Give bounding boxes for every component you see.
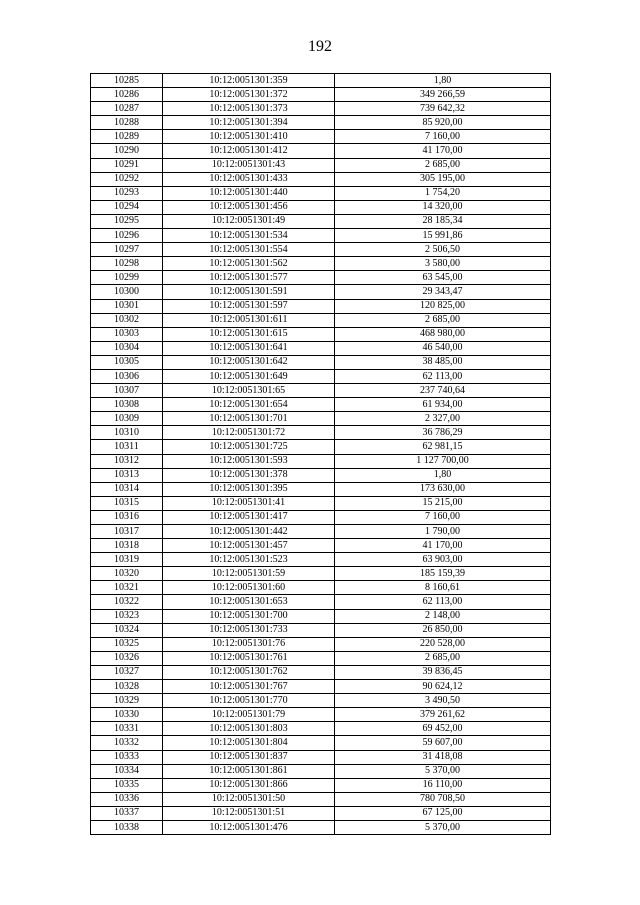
cadastral-number-cell: 10:12:0051301:770: [163, 694, 335, 708]
table-row: [91, 102, 551, 116]
row-number-cell: 10319: [91, 553, 163, 567]
table-row: [91, 257, 551, 271]
row-number-cell: 10312: [91, 454, 163, 468]
value-cell: 39 836,45: [335, 665, 551, 679]
row-number-cell: 10337: [91, 806, 163, 820]
cadastral-number-cell: 10:12:0051301:76: [163, 637, 335, 651]
row-number-cell: 10335: [91, 778, 163, 792]
value-cell: 41 170,00: [335, 539, 551, 553]
cadastral-value-table: [90, 73, 551, 835]
cadastral-number-cell: 10:12:0051301:803: [163, 722, 335, 736]
value-cell: 2 685,00: [335, 313, 551, 327]
cadastral-number-cell: 10:12:0051301:60: [163, 581, 335, 595]
value-cell: 62 113,00: [335, 595, 551, 609]
value-cell: 67 125,00: [335, 806, 551, 820]
value-cell: 2 327,00: [335, 412, 551, 426]
value-cell: 85 920,00: [335, 116, 551, 130]
row-number-cell: 10318: [91, 539, 163, 553]
cadastral-number-cell: 10:12:0051301:733: [163, 623, 335, 637]
table-row: [91, 285, 551, 299]
row-number-cell: 10327: [91, 665, 163, 679]
row-number-cell: 10320: [91, 567, 163, 581]
table-row: [91, 341, 551, 355]
table-row: [91, 369, 551, 383]
row-number-cell: 10300: [91, 285, 163, 299]
cadastral-number-cell: 10:12:0051301:43: [163, 158, 335, 172]
value-cell: 46 540,00: [335, 341, 551, 355]
cadastral-number-cell: 10:12:0051301:767: [163, 680, 335, 694]
row-number-cell: 10295: [91, 214, 163, 228]
table-row: [91, 736, 551, 750]
row-number-cell: 10293: [91, 186, 163, 200]
row-number-cell: 10309: [91, 412, 163, 426]
value-cell: 220 528,00: [335, 637, 551, 651]
table-row: [91, 144, 551, 158]
table-row: [91, 750, 551, 764]
value-cell: 2 148,00: [335, 609, 551, 623]
table-row: [91, 327, 551, 341]
table-row: [91, 581, 551, 595]
row-number-cell: 10304: [91, 341, 163, 355]
cadastral-number-cell: 10:12:0051301:440: [163, 186, 335, 200]
table-row: [91, 553, 551, 567]
row-number-cell: 10323: [91, 609, 163, 623]
value-cell: 3 580,00: [335, 257, 551, 271]
cadastral-number-cell: 10:12:0051301:804: [163, 736, 335, 750]
value-cell: 185 159,39: [335, 567, 551, 581]
cadastral-number-cell: 10:12:0051301:554: [163, 243, 335, 257]
table-row: [91, 200, 551, 214]
table-row: [91, 623, 551, 637]
row-number-cell: 10332: [91, 736, 163, 750]
value-cell: 379 261,62: [335, 708, 551, 722]
row-number-cell: 10302: [91, 313, 163, 327]
cadastral-number-cell: 10:12:0051301:51: [163, 806, 335, 820]
table-row: [91, 694, 551, 708]
value-cell: 15 215,00: [335, 496, 551, 510]
value-cell: 173 630,00: [335, 482, 551, 496]
cadastral-number-cell: 10:12:0051301:41: [163, 496, 335, 510]
row-number-cell: 10324: [91, 623, 163, 637]
cadastral-number-cell: 10:12:0051301:866: [163, 778, 335, 792]
row-number-cell: 10301: [91, 299, 163, 313]
row-number-cell: 10294: [91, 200, 163, 214]
row-number-cell: 10292: [91, 172, 163, 186]
table-row: [91, 271, 551, 285]
table-row: [91, 637, 551, 651]
table-row: [91, 510, 551, 524]
table-row: [91, 88, 551, 102]
value-cell: 5 370,00: [335, 820, 551, 834]
value-cell: 5 370,00: [335, 764, 551, 778]
table-row: [91, 440, 551, 454]
row-number-cell: 10299: [91, 271, 163, 285]
row-number-cell: 10288: [91, 116, 163, 130]
cadastral-number-cell: 10:12:0051301:373: [163, 102, 335, 116]
row-number-cell: 10317: [91, 525, 163, 539]
row-number-cell: 10330: [91, 708, 163, 722]
value-cell: 237 740,64: [335, 384, 551, 398]
cadastral-number-cell: 10:12:0051301:457: [163, 539, 335, 553]
table-row: [91, 214, 551, 228]
cadastral-number-cell: 10:12:0051301:476: [163, 820, 335, 834]
table-row: [91, 158, 551, 172]
value-cell: 2 685,00: [335, 158, 551, 172]
row-number-cell: 10322: [91, 595, 163, 609]
cadastral-number-cell: 10:12:0051301:378: [163, 468, 335, 482]
row-number-cell: 10325: [91, 637, 163, 651]
row-number-cell: 10321: [91, 581, 163, 595]
row-number-cell: 10336: [91, 792, 163, 806]
cadastral-number-cell: 10:12:0051301:395: [163, 482, 335, 496]
row-number-cell: 10328: [91, 680, 163, 694]
cadastral-number-cell: 10:12:0051301:372: [163, 88, 335, 102]
table-row: [91, 708, 551, 722]
cadastral-number-cell: 10:12:0051301:653: [163, 595, 335, 609]
table-row: [91, 299, 551, 313]
value-cell: 7 160,00: [335, 130, 551, 144]
row-number-cell: 10285: [91, 74, 163, 88]
cadastral-number-cell: 10:12:0051301:577: [163, 271, 335, 285]
row-number-cell: 10334: [91, 764, 163, 778]
row-number-cell: 10329: [91, 694, 163, 708]
table-row: [91, 74, 551, 88]
cadastral-number-cell: 10:12:0051301:762: [163, 665, 335, 679]
row-number-cell: 10314: [91, 482, 163, 496]
table-row: [91, 468, 551, 482]
value-cell: 31 418,08: [335, 750, 551, 764]
value-cell: 1,80: [335, 74, 551, 88]
row-number-cell: 10289: [91, 130, 163, 144]
table-row: [91, 116, 551, 130]
value-cell: 2 506,50: [335, 243, 551, 257]
cadastral-number-cell: 10:12:0051301:642: [163, 355, 335, 369]
row-number-cell: 10303: [91, 327, 163, 341]
table-row: [91, 313, 551, 327]
table-row: [91, 651, 551, 665]
value-cell: 16 110,00: [335, 778, 551, 792]
table-row: [91, 792, 551, 806]
value-cell: 1,80: [335, 468, 551, 482]
cadastral-number-cell: 10:12:0051301:725: [163, 440, 335, 454]
table-row: [91, 186, 551, 200]
value-cell: 62 981,15: [335, 440, 551, 454]
cadastral-number-cell: 10:12:0051301:417: [163, 510, 335, 524]
value-cell: 15 991,86: [335, 229, 551, 243]
cadastral-number-cell: 10:12:0051301:65: [163, 384, 335, 398]
value-cell: 8 160,61: [335, 581, 551, 595]
table-row: [91, 764, 551, 778]
table-row: [91, 539, 551, 553]
row-number-cell: 10311: [91, 440, 163, 454]
table-row: [91, 806, 551, 820]
cadastral-number-cell: 10:12:0051301:597: [163, 299, 335, 313]
cadastral-number-cell: 10:12:0051301:442: [163, 525, 335, 539]
page-number: 192: [308, 38, 332, 55]
value-cell: 63 903,00: [335, 553, 551, 567]
value-cell: 780 708,50: [335, 792, 551, 806]
value-cell: 62 113,00: [335, 369, 551, 383]
row-number-cell: 10331: [91, 722, 163, 736]
cadastral-number-cell: 10:12:0051301:523: [163, 553, 335, 567]
row-number-cell: 10310: [91, 426, 163, 440]
row-number-cell: 10338: [91, 820, 163, 834]
cadastral-number-cell: 10:12:0051301:359: [163, 74, 335, 88]
cadastral-number-cell: 10:12:0051301:49: [163, 214, 335, 228]
row-number-cell: 10287: [91, 102, 163, 116]
table-row: [91, 609, 551, 623]
value-cell: 59 607,00: [335, 736, 551, 750]
value-cell: 1 754,20: [335, 186, 551, 200]
table-row: [91, 398, 551, 412]
value-cell: 3 490,50: [335, 694, 551, 708]
cadastral-number-cell: 10:12:0051301:433: [163, 172, 335, 186]
cadastral-number-cell: 10:12:0051301:654: [163, 398, 335, 412]
table-row: [91, 229, 551, 243]
row-number-cell: 10291: [91, 158, 163, 172]
value-cell: 305 195,00: [335, 172, 551, 186]
table-row: [91, 355, 551, 369]
cadastral-number-cell: 10:12:0051301:615: [163, 327, 335, 341]
row-number-cell: 10313: [91, 468, 163, 482]
value-cell: 69 452,00: [335, 722, 551, 736]
cadastral-number-cell: 10:12:0051301:701: [163, 412, 335, 426]
table-row: [91, 680, 551, 694]
table-row: [91, 820, 551, 834]
value-cell: 14 320,00: [335, 200, 551, 214]
row-number-cell: 10306: [91, 369, 163, 383]
value-cell: 349 266,59: [335, 88, 551, 102]
row-number-cell: 10297: [91, 243, 163, 257]
value-cell: 90 624,12: [335, 680, 551, 694]
cadastral-number-cell: 10:12:0051301:456: [163, 200, 335, 214]
value-cell: 28 185,34: [335, 214, 551, 228]
table-row: [91, 525, 551, 539]
cadastral-number-cell: 10:12:0051301:593: [163, 454, 335, 468]
cadastral-number-cell: 10:12:0051301:394: [163, 116, 335, 130]
row-number-cell: 10308: [91, 398, 163, 412]
value-cell: 36 786,29: [335, 426, 551, 440]
row-number-cell: 10286: [91, 88, 163, 102]
value-cell: 468 980,00: [335, 327, 551, 341]
row-number-cell: 10307: [91, 384, 163, 398]
value-cell: 38 485,00: [335, 355, 551, 369]
table-row: [91, 482, 551, 496]
value-cell: 26 850,00: [335, 623, 551, 637]
row-number-cell: 10305: [91, 355, 163, 369]
cadastral-number-cell: 10:12:0051301:649: [163, 369, 335, 383]
cadastral-number-cell: 10:12:0051301:861: [163, 764, 335, 778]
table-body: [91, 74, 551, 835]
table-row: [91, 454, 551, 468]
value-cell: 29 343,47: [335, 285, 551, 299]
table-row: [91, 778, 551, 792]
row-number-cell: 10290: [91, 144, 163, 158]
row-number-cell: 10296: [91, 229, 163, 243]
table-row: [91, 130, 551, 144]
cadastral-number-cell: 10:12:0051301:700: [163, 609, 335, 623]
table-row: [91, 172, 551, 186]
table-row: [91, 595, 551, 609]
value-cell: 7 160,00: [335, 510, 551, 524]
value-cell: 2 685,00: [335, 651, 551, 665]
cadastral-number-cell: 10:12:0051301:534: [163, 229, 335, 243]
cadastral-number-cell: 10:12:0051301:611: [163, 313, 335, 327]
row-number-cell: 10333: [91, 750, 163, 764]
value-cell: 1 127 700,00: [335, 454, 551, 468]
cadastral-number-cell: 10:12:0051301:761: [163, 651, 335, 665]
cadastral-number-cell: 10:12:0051301:410: [163, 130, 335, 144]
cadastral-number-cell: 10:12:0051301:591: [163, 285, 335, 299]
table-row: [91, 384, 551, 398]
cadastral-number-cell: 10:12:0051301:641: [163, 341, 335, 355]
value-cell: 120 825,00: [335, 299, 551, 313]
row-number-cell: 10315: [91, 496, 163, 510]
table-row: [91, 412, 551, 426]
cadastral-number-cell: 10:12:0051301:50: [163, 792, 335, 806]
value-cell: 1 790,00: [335, 525, 551, 539]
table-row: [91, 567, 551, 581]
value-cell: 41 170,00: [335, 144, 551, 158]
table-row: [91, 665, 551, 679]
table-row: [91, 722, 551, 736]
table-row: [91, 243, 551, 257]
value-cell: 739 642,32: [335, 102, 551, 116]
cadastral-number-cell: 10:12:0051301:837: [163, 750, 335, 764]
cadastral-number-cell: 10:12:0051301:72: [163, 426, 335, 440]
row-number-cell: 10298: [91, 257, 163, 271]
cadastral-number-cell: 10:12:0051301:562: [163, 257, 335, 271]
cadastral-number-cell: 10:12:0051301:79: [163, 708, 335, 722]
cadastral-number-cell: 10:12:0051301:59: [163, 567, 335, 581]
value-cell: 63 545,00: [335, 271, 551, 285]
row-number-cell: 10316: [91, 510, 163, 524]
row-number-cell: 10326: [91, 651, 163, 665]
table-row: [91, 496, 551, 510]
value-cell: 61 934,00: [335, 398, 551, 412]
cadastral-number-cell: 10:12:0051301:412: [163, 144, 335, 158]
table-row: [91, 426, 551, 440]
